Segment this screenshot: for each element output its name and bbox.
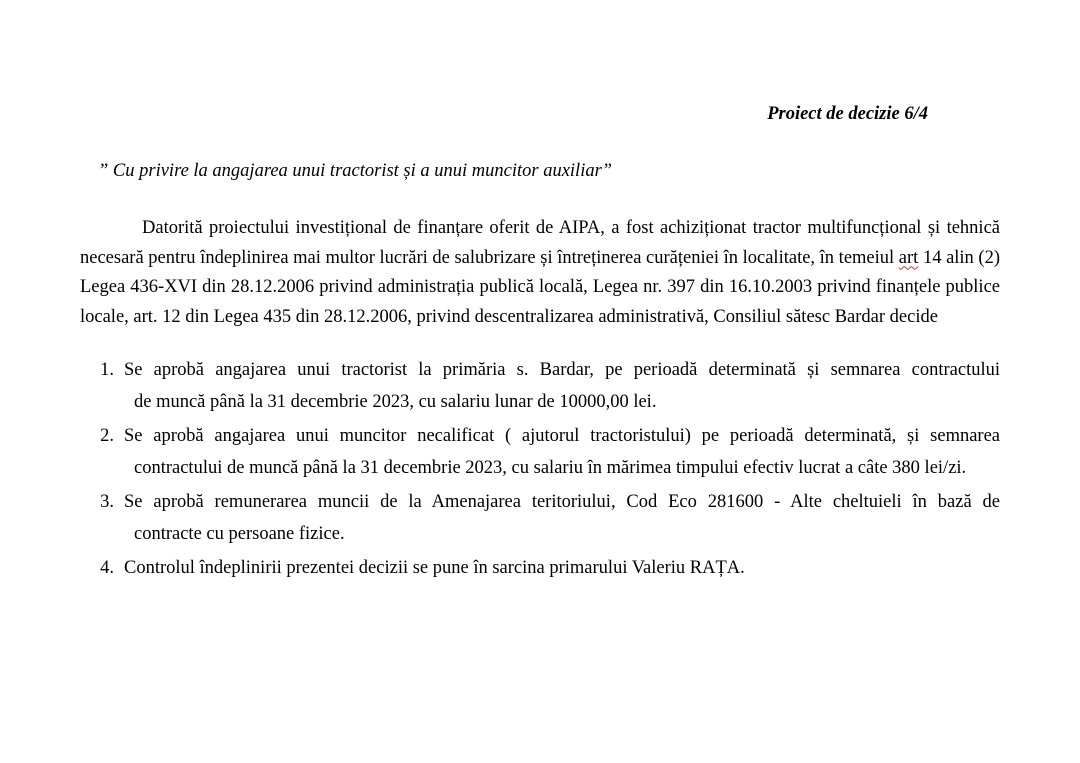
preamble-text-after: 14 alin (2) Legea 436-XVI din 28.12.2006 privind administrația publică locală, Legea nr. 397 din 16.10.2003 privind finanțele publice locale, art. 12 din Legea 435 din 28.12.2006, privind descentralizarea administrativă, Consiliul sătesc Bardar decide [80,247,1001,327]
item-body [114,420,1000,484]
item-continuation: de muncă până la 31 decembrie 2023, cu salariu lunar de 10000,00 lei. [134,392,657,412]
spellcheck-flagged-word: art [898,247,919,268]
decision-item-4 [80,552,1000,584]
preamble-paragraph [80,214,1000,332]
item-first-line: Se aprobă angajarea unui muncitor necalificat ( ajutorul tractoristului) pe perioadă determinată, și semnarea [124,426,1000,446]
item-first-line: Se aprobă angajarea unui tractorist la primăria s. Bardar, pe perioadă determinată și semnarea contractului [124,360,1000,380]
item-body [114,486,1000,550]
decision-item-1 [80,354,1000,418]
item-continuation: contractului de muncă până la 31 decembrie 2023, cu salariu în mărimea timpului efectiv lucrat a câte 380 lei/zi. [134,458,967,478]
item-number: 3. [100,492,114,512]
document-title: Proiect de decizie 6/4 [767,104,928,124]
item-body [114,354,1000,418]
document-subject: ” Cu privire la angajarea unui tractorist și a unui muncitor auxiliar” [98,161,613,181]
decision-list [80,354,1000,586]
item-number: 1. [100,360,114,380]
item-first-line: Se aprobă remunerarea muncii de la Amenajarea teritoriului, Cod Eco 281600 - Alte cheltuieli în bază de [124,492,1000,512]
item-body [114,552,1000,584]
item-continuation: contracte cu persoane fizice. [134,524,345,544]
item-number: 2. [100,426,114,446]
preamble-text-before: Datorită proiectului investițional de finanțare oferit de AIPA, a fost achiziționat tractor multifuncțional și tehnică necesară pentru îndeplinirea mai multor lucrări de salubrizare și întreținerea curățeniei în localitate, în temeiul [80,218,1000,268]
item-number: 4. [100,558,114,578]
decision-item-2 [80,420,1000,484]
item-first-line: Controlul îndeplinirii prezentei decizii se pune în sarcina primarului Valeriu RAȚA. [124,558,745,578]
decision-item-3 [80,486,1000,550]
